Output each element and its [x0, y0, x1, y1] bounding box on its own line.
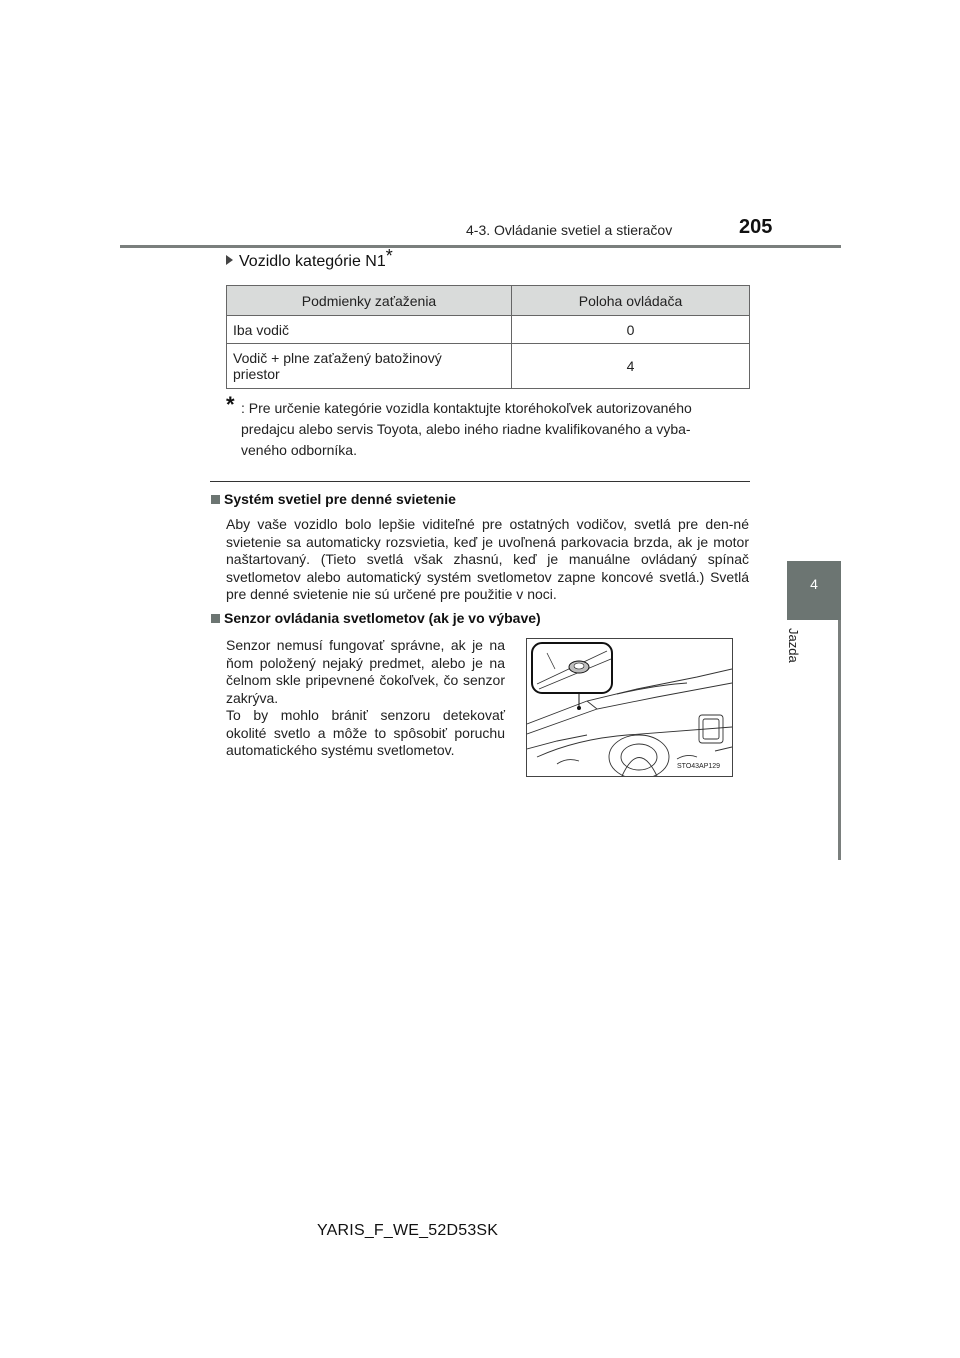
page-number: 205 — [739, 216, 773, 238]
cell-position: 4 — [512, 344, 750, 389]
square-bullet-icon — [211, 495, 220, 504]
header-position: Poloha ovládača — [512, 286, 750, 316]
subheading-text: Vozidlo kategórie N1 — [239, 253, 386, 270]
load-condition-table — [226, 285, 750, 389]
drl-paragraph: Aby vaše vozidlo bolo lepšie viditeľné pre ostatných vodičov, svetlá pre den-né svietenie sa automaticky rozsvietia, keď je uvoľnená parkovacia brzda, ak je motor naštartovaný. (Tieto svetlá však zhasnú, keď je manuálne ovládaný spínač svetlometov alebo automatický systém svetlometov zapne koncové svetlá.) Svetlá pre denné svietenie nie sú určené pre použitie v noci. — [226, 516, 749, 602]
document-code: YARIS_F_WE_52D53SK — [317, 1222, 499, 1239]
table-header-row — [227, 286, 750, 316]
square-bullet-icon — [211, 614, 220, 623]
sensor-paragraph: Senzor nemusí fungovať správne, ak je na ňom položený nejaký predmet, alebo je na čelnom skle pripevnené čokoľvek, čo senzor zakrýva. To by mohlo brániť senzoru detekovať okolité svetlo a môže to spôsobiť poruchu automatického systému svetlometov. — [226, 637, 505, 758]
table-row — [227, 344, 750, 389]
footnote-text: : Pre určenie kategórie vozidla kontaktujte ktoréhokoľvek autorizovaného predajcu alebo servis Toyota, alebo iného riadne kvalifikovaného a vyba- veného odborníka. — [241, 400, 692, 458]
table-row — [227, 316, 750, 344]
cell-position: 0 — [512, 316, 750, 344]
header-conditions: Podmienky zaťaženia — [227, 286, 512, 316]
footnote-marker: * — [226, 392, 235, 417]
cell-condition: Vodič + plne zaťažený batožinový priestor — [227, 344, 512, 389]
subheading-marker: * — [385, 245, 393, 266]
sensor-illustration — [526, 638, 733, 777]
section-heading-sensor: Senzor ovládania svetlometov (ak je vo výbave) — [211, 610, 541, 626]
header-rule — [120, 245, 841, 248]
dashboard-drawing — [527, 639, 732, 776]
section-title: 4-3. Ovládanie svetiel a stieračov — [466, 222, 673, 238]
chapter-number: 4 — [810, 576, 818, 592]
chapter-label: Jazda — [786, 628, 801, 663]
chapter-rule — [838, 620, 841, 860]
section-heading-drl: Systém svetiel pre denné svietenie — [211, 491, 456, 507]
separator-rule — [210, 481, 750, 482]
figure-code: STO43AP129 — [677, 763, 721, 770]
triangle-bullet-icon — [226, 255, 233, 265]
subheading — [226, 245, 393, 271]
cell-condition: Iba vodič — [227, 316, 512, 344]
